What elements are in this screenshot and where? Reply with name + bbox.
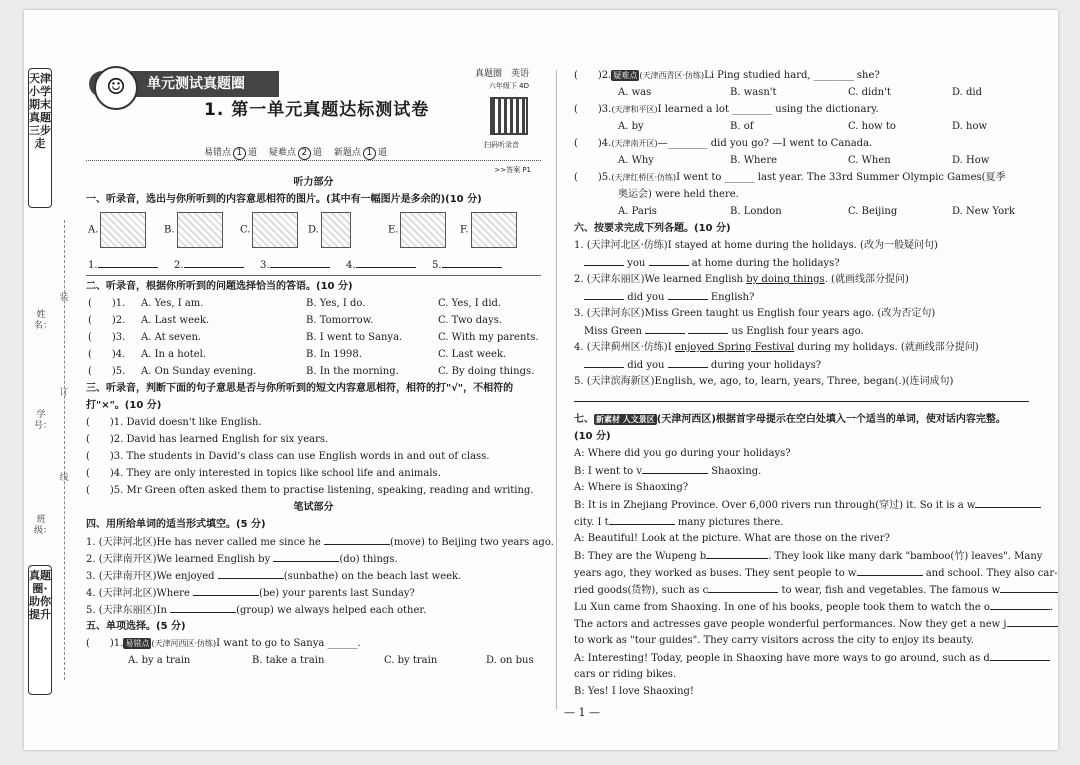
dialogue-line bbox=[574, 598, 1054, 615]
source-label: (天津红桥区·仿练) bbox=[611, 173, 677, 182]
dialogue-line: B: Yes! I love Shaoxing! bbox=[574, 686, 694, 697]
option-b[interactable]: B. take a train bbox=[252, 655, 325, 666]
picture-cup[interactable] bbox=[321, 212, 351, 248]
task-prompt: 5. (天津滨海新区)English, we, ago, to, learn, years, Three, began(.)(连词成句) bbox=[574, 376, 954, 387]
option-a[interactable]: A. by bbox=[618, 121, 644, 132]
mc-question[interactable] bbox=[574, 169, 1034, 186]
option-a: A. On Sunday evening. bbox=[141, 366, 257, 377]
option-b[interactable]: B. Where bbox=[730, 155, 778, 166]
fill-hint: (be) your parents last Sunday? bbox=[259, 588, 415, 599]
task-answer bbox=[574, 288, 1034, 305]
answer-blank[interactable] bbox=[356, 256, 416, 268]
class-field-label: 班级： bbox=[34, 515, 53, 536]
answer-blank[interactable] bbox=[584, 288, 624, 300]
question-text: —________ did you go? —I went to Canada. bbox=[657, 138, 873, 149]
fill-blank[interactable] bbox=[193, 584, 259, 596]
option-c[interactable]: C. by train bbox=[384, 655, 438, 666]
series-info bbox=[475, 68, 529, 92]
answer-blank[interactable] bbox=[270, 256, 330, 268]
question-text-cont: 奥运会) were held there. bbox=[618, 189, 739, 200]
answer-line[interactable] bbox=[574, 390, 1029, 402]
fill-blank[interactable] bbox=[1007, 615, 1059, 627]
task-word: during your holidays? bbox=[710, 360, 822, 371]
section-1-title: 一、听录音，选出与你所听到的内容意思相符的图片。(其中有一幅图片是多余的)(10 分) bbox=[86, 194, 482, 205]
option-c: C. Two days. bbox=[438, 315, 503, 326]
stat-count: 1 bbox=[363, 147, 376, 160]
answer-blank[interactable] bbox=[584, 254, 624, 266]
fill-hint: (sunbathe) on the beach last week. bbox=[283, 571, 462, 582]
option-letter: B. bbox=[164, 224, 175, 236]
fill-hint: (do) things. bbox=[339, 554, 398, 565]
fill-blank[interactable] bbox=[642, 462, 708, 474]
option-c: C. With my parents. bbox=[438, 332, 539, 343]
stat-unit: 道 bbox=[248, 148, 258, 158]
judge-row[interactable]: ( )3. The students in David's class can use English words in and out of class. bbox=[86, 451, 490, 462]
fill-hint: (group) we always helped each other. bbox=[236, 605, 427, 616]
fill-blank[interactable] bbox=[708, 581, 778, 593]
option-c[interactable]: C. didn't bbox=[848, 87, 891, 98]
stat-label: 易错点 bbox=[204, 148, 232, 158]
task-word: at home during the holidays? bbox=[691, 258, 840, 269]
question-text: I learned a lot ________ using the dictionary. bbox=[657, 104, 879, 115]
mc-question[interactable] bbox=[574, 135, 1034, 152]
option-d[interactable]: D. on bus bbox=[486, 655, 534, 666]
option-c[interactable]: C. Beijing bbox=[848, 206, 898, 217]
header-banner: 单元测试真题圈 bbox=[89, 71, 279, 97]
dialogue-line bbox=[574, 513, 1034, 530]
section-7-title bbox=[574, 411, 1034, 428]
question-number: ( )3. bbox=[574, 104, 612, 115]
section-4-title: 四、用所给单词的适当形式填空。(5 分) bbox=[86, 519, 266, 530]
dialogue-line: A: Beautiful! Look at the picture. What are those on the river? bbox=[574, 533, 890, 544]
picture-classroom[interactable] bbox=[400, 212, 446, 248]
task-prompt bbox=[574, 271, 1034, 288]
cut-line bbox=[64, 220, 65, 680]
option-d[interactable]: D. New York bbox=[952, 206, 1016, 217]
section-instructions: (天津河西区)根据首字母提示在空白处填入一个适当的单词，使对话内容完整。 bbox=[656, 414, 1006, 425]
section-3-title: 三、听录音，判断下面的句子意思是否与你所听到的短文内容意思相符，相符的打"√"，不相符的打"×"。(10 分) bbox=[86, 383, 514, 411]
question-number: ( )3. bbox=[88, 332, 126, 343]
answer-blank[interactable] bbox=[98, 256, 158, 268]
option-letter: D. bbox=[308, 224, 319, 236]
fill-blank[interactable] bbox=[170, 601, 236, 613]
picture-shop[interactable] bbox=[471, 212, 517, 248]
fill-blank[interactable] bbox=[273, 550, 339, 562]
writing-heading: 笔试部分 bbox=[293, 502, 334, 513]
option-a: A. In a hotel. bbox=[141, 349, 207, 360]
dialogue-text: B: It is in Zhejiang Province. Over 6,000 rivers run through(穿过) it. So it is a w bbox=[574, 500, 976, 511]
source-label: (天津南开区) bbox=[611, 139, 658, 148]
dialogue-text: The actors and actresses gave people wonderful performances. Now they get a new j bbox=[574, 619, 1007, 630]
column-divider bbox=[556, 70, 557, 710]
option-a[interactable]: A. Paris bbox=[618, 206, 657, 217]
judge-row[interactable]: ( )5. Mr Green often asked them to practise listening, speaking, reading and writing. bbox=[86, 485, 534, 496]
fill-blank[interactable] bbox=[218, 567, 284, 579]
option-c[interactable]: C. When bbox=[848, 155, 891, 166]
option-letter: F. bbox=[460, 224, 469, 236]
task-text: . (就画线部分提问) bbox=[824, 274, 909, 285]
fill-row bbox=[86, 550, 541, 567]
task-word: us English four years ago. bbox=[731, 326, 864, 337]
binding-strip bbox=[24, 10, 90, 750]
answer-ref: >>答案 P1 bbox=[494, 166, 531, 174]
task-word: did you bbox=[627, 292, 665, 303]
answer-blank[interactable] bbox=[668, 288, 708, 300]
dialogue-text: . bbox=[1049, 602, 1054, 613]
mc-question[interactable] bbox=[574, 101, 1034, 118]
question-number: ( )1. bbox=[86, 638, 124, 649]
underlined-phrase: enjoyed Spring Festival bbox=[674, 342, 795, 353]
question-row[interactable] bbox=[86, 295, 541, 312]
sentence-answer-line[interactable] bbox=[574, 390, 1034, 407]
dialogue-line: A: Where did you go during your holidays? bbox=[574, 448, 791, 459]
fill-blank[interactable] bbox=[990, 649, 1050, 661]
question-number: ( )5. bbox=[574, 172, 612, 183]
header-divider bbox=[86, 160, 541, 161]
dialogue-line bbox=[574, 581, 1034, 598]
task-text: during my holidays. (就画线部分提问) bbox=[794, 342, 979, 353]
question-row[interactable] bbox=[86, 346, 541, 363]
option-letter: A. bbox=[88, 224, 99, 236]
listening-heading: 听力部分 bbox=[293, 177, 334, 188]
answer-blank[interactable] bbox=[184, 256, 244, 268]
new-material-tag: 新素材 人文景区 bbox=[596, 415, 655, 424]
fill-prompt: 1. (天津河北区)He has never called me since he bbox=[86, 537, 321, 548]
picture-options bbox=[86, 208, 541, 256]
exam-title: 1. 第一单元真题达标测试卷 bbox=[204, 100, 430, 120]
grade-label: 六年级下 4D bbox=[488, 82, 529, 90]
fill-row bbox=[86, 567, 541, 584]
dialogue-line: A: Where is Shaoxing? bbox=[574, 482, 689, 493]
option-d[interactable]: D. did bbox=[952, 87, 983, 98]
stat-unit: 道 bbox=[312, 148, 322, 158]
mc-question[interactable] bbox=[574, 67, 1034, 84]
dialogue-text: and school. They also car- bbox=[925, 568, 1058, 579]
fill-blank[interactable] bbox=[609, 513, 675, 525]
task-word: did you bbox=[627, 360, 665, 371]
option-b[interactable]: B. of bbox=[730, 121, 754, 132]
judge-row[interactable]: ( )4. They are only interested in topics like school life and animals. bbox=[86, 468, 441, 479]
dialogue-text: Shaoxing. bbox=[711, 466, 762, 477]
dialogue-text: to wear, fish and vegetables. The famous w bbox=[781, 585, 1001, 596]
question-row[interactable] bbox=[86, 363, 541, 380]
fill-blank[interactable] bbox=[324, 533, 390, 545]
question-number: ( )2. bbox=[88, 315, 126, 326]
fill-prompt: 3. (天津南开区)We enjoyed bbox=[86, 571, 215, 582]
name-field-label: 姓名： bbox=[34, 310, 53, 331]
divider bbox=[86, 275, 541, 276]
dialogue-text: many pictures there. bbox=[677, 517, 784, 528]
answer-blank[interactable] bbox=[688, 322, 728, 334]
mc-question[interactable] bbox=[86, 635, 541, 652]
dialogue-text: city. I t bbox=[574, 517, 609, 528]
task-prompt: 1. (天津河北区·仿练)I stayed at home during the holidays. (改为一般疑问句) bbox=[574, 240, 938, 251]
fill-blank[interactable] bbox=[990, 598, 1050, 610]
dialogue-line bbox=[574, 496, 1034, 513]
cut-mark: 线 bbox=[59, 473, 69, 483]
question-row[interactable] bbox=[86, 312, 541, 329]
dialogue-line bbox=[574, 564, 1058, 581]
difficult-tag: 疑难点 bbox=[613, 71, 638, 80]
mascot-icon: ☺ bbox=[94, 66, 138, 110]
option-d[interactable]: D. how bbox=[952, 121, 988, 132]
task-answer bbox=[574, 254, 1034, 271]
fill-prompt: 4. (天津河北区)Where bbox=[86, 588, 190, 599]
question-number: ( )5. bbox=[88, 366, 126, 377]
option-c: C. By doing things. bbox=[438, 366, 535, 377]
question-number: ( )1. bbox=[88, 298, 126, 309]
task-word: you bbox=[627, 258, 646, 269]
blank-number: 3. bbox=[260, 260, 270, 271]
brand-logo-top: 天津小学期末真题三步走 bbox=[28, 68, 52, 208]
qr-code-icon[interactable] bbox=[490, 97, 528, 135]
section-2-title: 二、听录音，根据你所听到的问题选择恰当的答语。(10 分) bbox=[86, 281, 353, 292]
mc-options bbox=[574, 118, 1034, 135]
mc-options bbox=[574, 152, 1034, 169]
fill-blank[interactable] bbox=[975, 496, 1041, 508]
dialogue-line bbox=[574, 649, 1034, 666]
cut-mark: 订 bbox=[59, 388, 69, 398]
blank-number: 1. bbox=[88, 260, 98, 271]
blank-number: 5. bbox=[432, 260, 442, 271]
option-b: B. I went to Sanya. bbox=[306, 332, 403, 343]
fill-blank[interactable] bbox=[857, 564, 923, 576]
picture-building[interactable] bbox=[100, 212, 146, 248]
option-a: A. Yes, I am. bbox=[141, 298, 204, 309]
task-word: English? bbox=[710, 292, 755, 303]
fill-row bbox=[86, 601, 541, 618]
fill-prompt: 5. (天津东丽区)In bbox=[86, 605, 167, 616]
dialogue-text: Lu Xun came from Shaoxing. In one of his books, people took them to watch the o bbox=[574, 602, 990, 613]
question-number: ( )2. bbox=[574, 70, 612, 81]
option-a[interactable]: A. Why bbox=[618, 155, 654, 166]
fill-row bbox=[86, 533, 554, 550]
answer-blank[interactable] bbox=[668, 356, 708, 368]
mc-options bbox=[86, 652, 541, 669]
answer-blank[interactable] bbox=[584, 356, 624, 368]
answer-blank[interactable] bbox=[649, 254, 689, 266]
brand-logo-bottom: 真题圈·助你提升 bbox=[28, 565, 52, 695]
option-a[interactable]: A. by a train bbox=[128, 655, 191, 666]
option-a[interactable]: A. was bbox=[618, 87, 652, 98]
mc-options bbox=[574, 84, 1034, 101]
dialogue-line: cars or riding bikes. bbox=[574, 669, 677, 680]
exam-page bbox=[24, 10, 1058, 750]
exam-header bbox=[86, 62, 541, 172]
task-text: 2. (天津东丽区)We learned English bbox=[574, 274, 743, 285]
picture-theater[interactable] bbox=[177, 212, 223, 248]
option-b: B. Yes, I do. bbox=[306, 298, 366, 309]
section-5-title: 五、单项选择。(5 分) bbox=[86, 621, 186, 632]
fill-blank[interactable] bbox=[706, 547, 768, 559]
number-field-label: 学号： bbox=[34, 410, 53, 431]
task-answer bbox=[574, 356, 1034, 373]
fill-row bbox=[86, 584, 541, 601]
stat-count: 2 bbox=[298, 147, 311, 160]
task-prompt: 3. (天津河东区)Miss Green taught us English four years ago. (改为否定句) bbox=[574, 308, 936, 319]
dialogue-text: A: Interesting! Today, people in Shaoxing have more ways to go around, such as d bbox=[574, 653, 990, 664]
dialogue-text: ried goods(货物), such as c bbox=[574, 585, 709, 596]
task-word: Miss Green bbox=[584, 326, 642, 337]
task-text: 4. (天津蓟州区·仿练)I bbox=[574, 342, 672, 353]
option-letter: C. bbox=[240, 224, 251, 236]
fill-hint: (move) to Beijing two years ago. bbox=[390, 537, 554, 548]
stat-unit: 道 bbox=[377, 148, 387, 158]
question-text: I want to go to Sanya ______. bbox=[216, 638, 361, 649]
judge-row[interactable]: ( )1. David doesn't like English. bbox=[86, 417, 262, 428]
question-row[interactable] bbox=[86, 329, 541, 346]
page-number: — 1 — bbox=[564, 706, 600, 719]
picture-stage[interactable] bbox=[252, 212, 298, 248]
answer-blanks-row bbox=[86, 256, 541, 273]
source-label: (天津河西区·仿练) bbox=[151, 639, 217, 648]
dialogue-text: B: They are the Wupeng b bbox=[574, 551, 707, 562]
judge-row[interactable]: ( )2. David has learned English for six years. bbox=[86, 434, 329, 445]
qr-caption: 扫码听录音 bbox=[484, 141, 519, 149]
underlined-phrase: by doing things bbox=[746, 274, 825, 285]
dialogue-text: B: I went to v bbox=[574, 466, 643, 477]
question-number: ( )4. bbox=[88, 349, 126, 360]
stat-count: 1 bbox=[233, 147, 246, 160]
option-c: C. Yes, I did. bbox=[438, 298, 502, 309]
section-7-points: (10 分) bbox=[574, 431, 611, 442]
task-prompt bbox=[574, 339, 1034, 356]
question-number: ( )4. bbox=[574, 138, 612, 149]
answer-blank[interactable] bbox=[442, 256, 502, 268]
option-c: C. Last week. bbox=[438, 349, 507, 360]
mc-options bbox=[574, 203, 1034, 220]
fill-prompt: 2. (天津南开区)We learned English by bbox=[86, 554, 271, 565]
cut-mark: 装 bbox=[59, 293, 69, 303]
series-label: 真题圈 英语 bbox=[474, 69, 529, 79]
option-b: B. In the morning. bbox=[306, 366, 399, 377]
fill-blank[interactable] bbox=[1000, 581, 1058, 593]
dialogue-text: . They look like many dark "bamboo(竹) leaves". Many bbox=[768, 551, 1043, 562]
stat-label: 疑难点 bbox=[268, 148, 296, 158]
option-c[interactable]: C. how to bbox=[848, 121, 896, 132]
option-b: B. Tomorrow. bbox=[306, 315, 374, 326]
option-b: B. In 1998. bbox=[306, 349, 362, 360]
option-a: A. At seven. bbox=[141, 332, 202, 343]
section-6-title: 六、按要求完成下列各题。(10 分) bbox=[574, 223, 731, 234]
question-text: Li Ping studied hard, ________ she? bbox=[704, 70, 880, 81]
source-label: (天津西青区·仿练) bbox=[639, 71, 705, 80]
task-answer bbox=[574, 322, 1034, 339]
dialogue-line bbox=[574, 462, 1034, 479]
blank-number: 2. bbox=[174, 260, 184, 271]
dialogue-line bbox=[574, 615, 1034, 632]
section-number: 七、 bbox=[574, 414, 594, 425]
dialogue-line bbox=[574, 547, 1043, 564]
error-prone-tag: 易错点 bbox=[125, 639, 150, 648]
stat-label: 新题点 bbox=[333, 148, 361, 158]
option-letter: E. bbox=[388, 224, 399, 236]
blank-number: 4. bbox=[346, 260, 356, 271]
option-b[interactable]: B. wasn't bbox=[730, 87, 777, 98]
dialogue-text: years ago, they worked as buses. They sent people to w bbox=[574, 568, 857, 579]
option-b[interactable]: B. London bbox=[730, 206, 782, 217]
question-text: I went to ______ last year. The 33rd Summer Olympic Games(夏季 bbox=[676, 172, 1006, 183]
option-d[interactable]: D. How bbox=[952, 155, 990, 166]
source-label: (天津和平区) bbox=[611, 105, 658, 114]
dialogue-line: to work as "tour guides". They carry visitors across the city to enjoy its beauty. bbox=[574, 635, 974, 646]
option-a: A. Last week. bbox=[141, 315, 210, 326]
answer-blank[interactable] bbox=[645, 322, 685, 334]
